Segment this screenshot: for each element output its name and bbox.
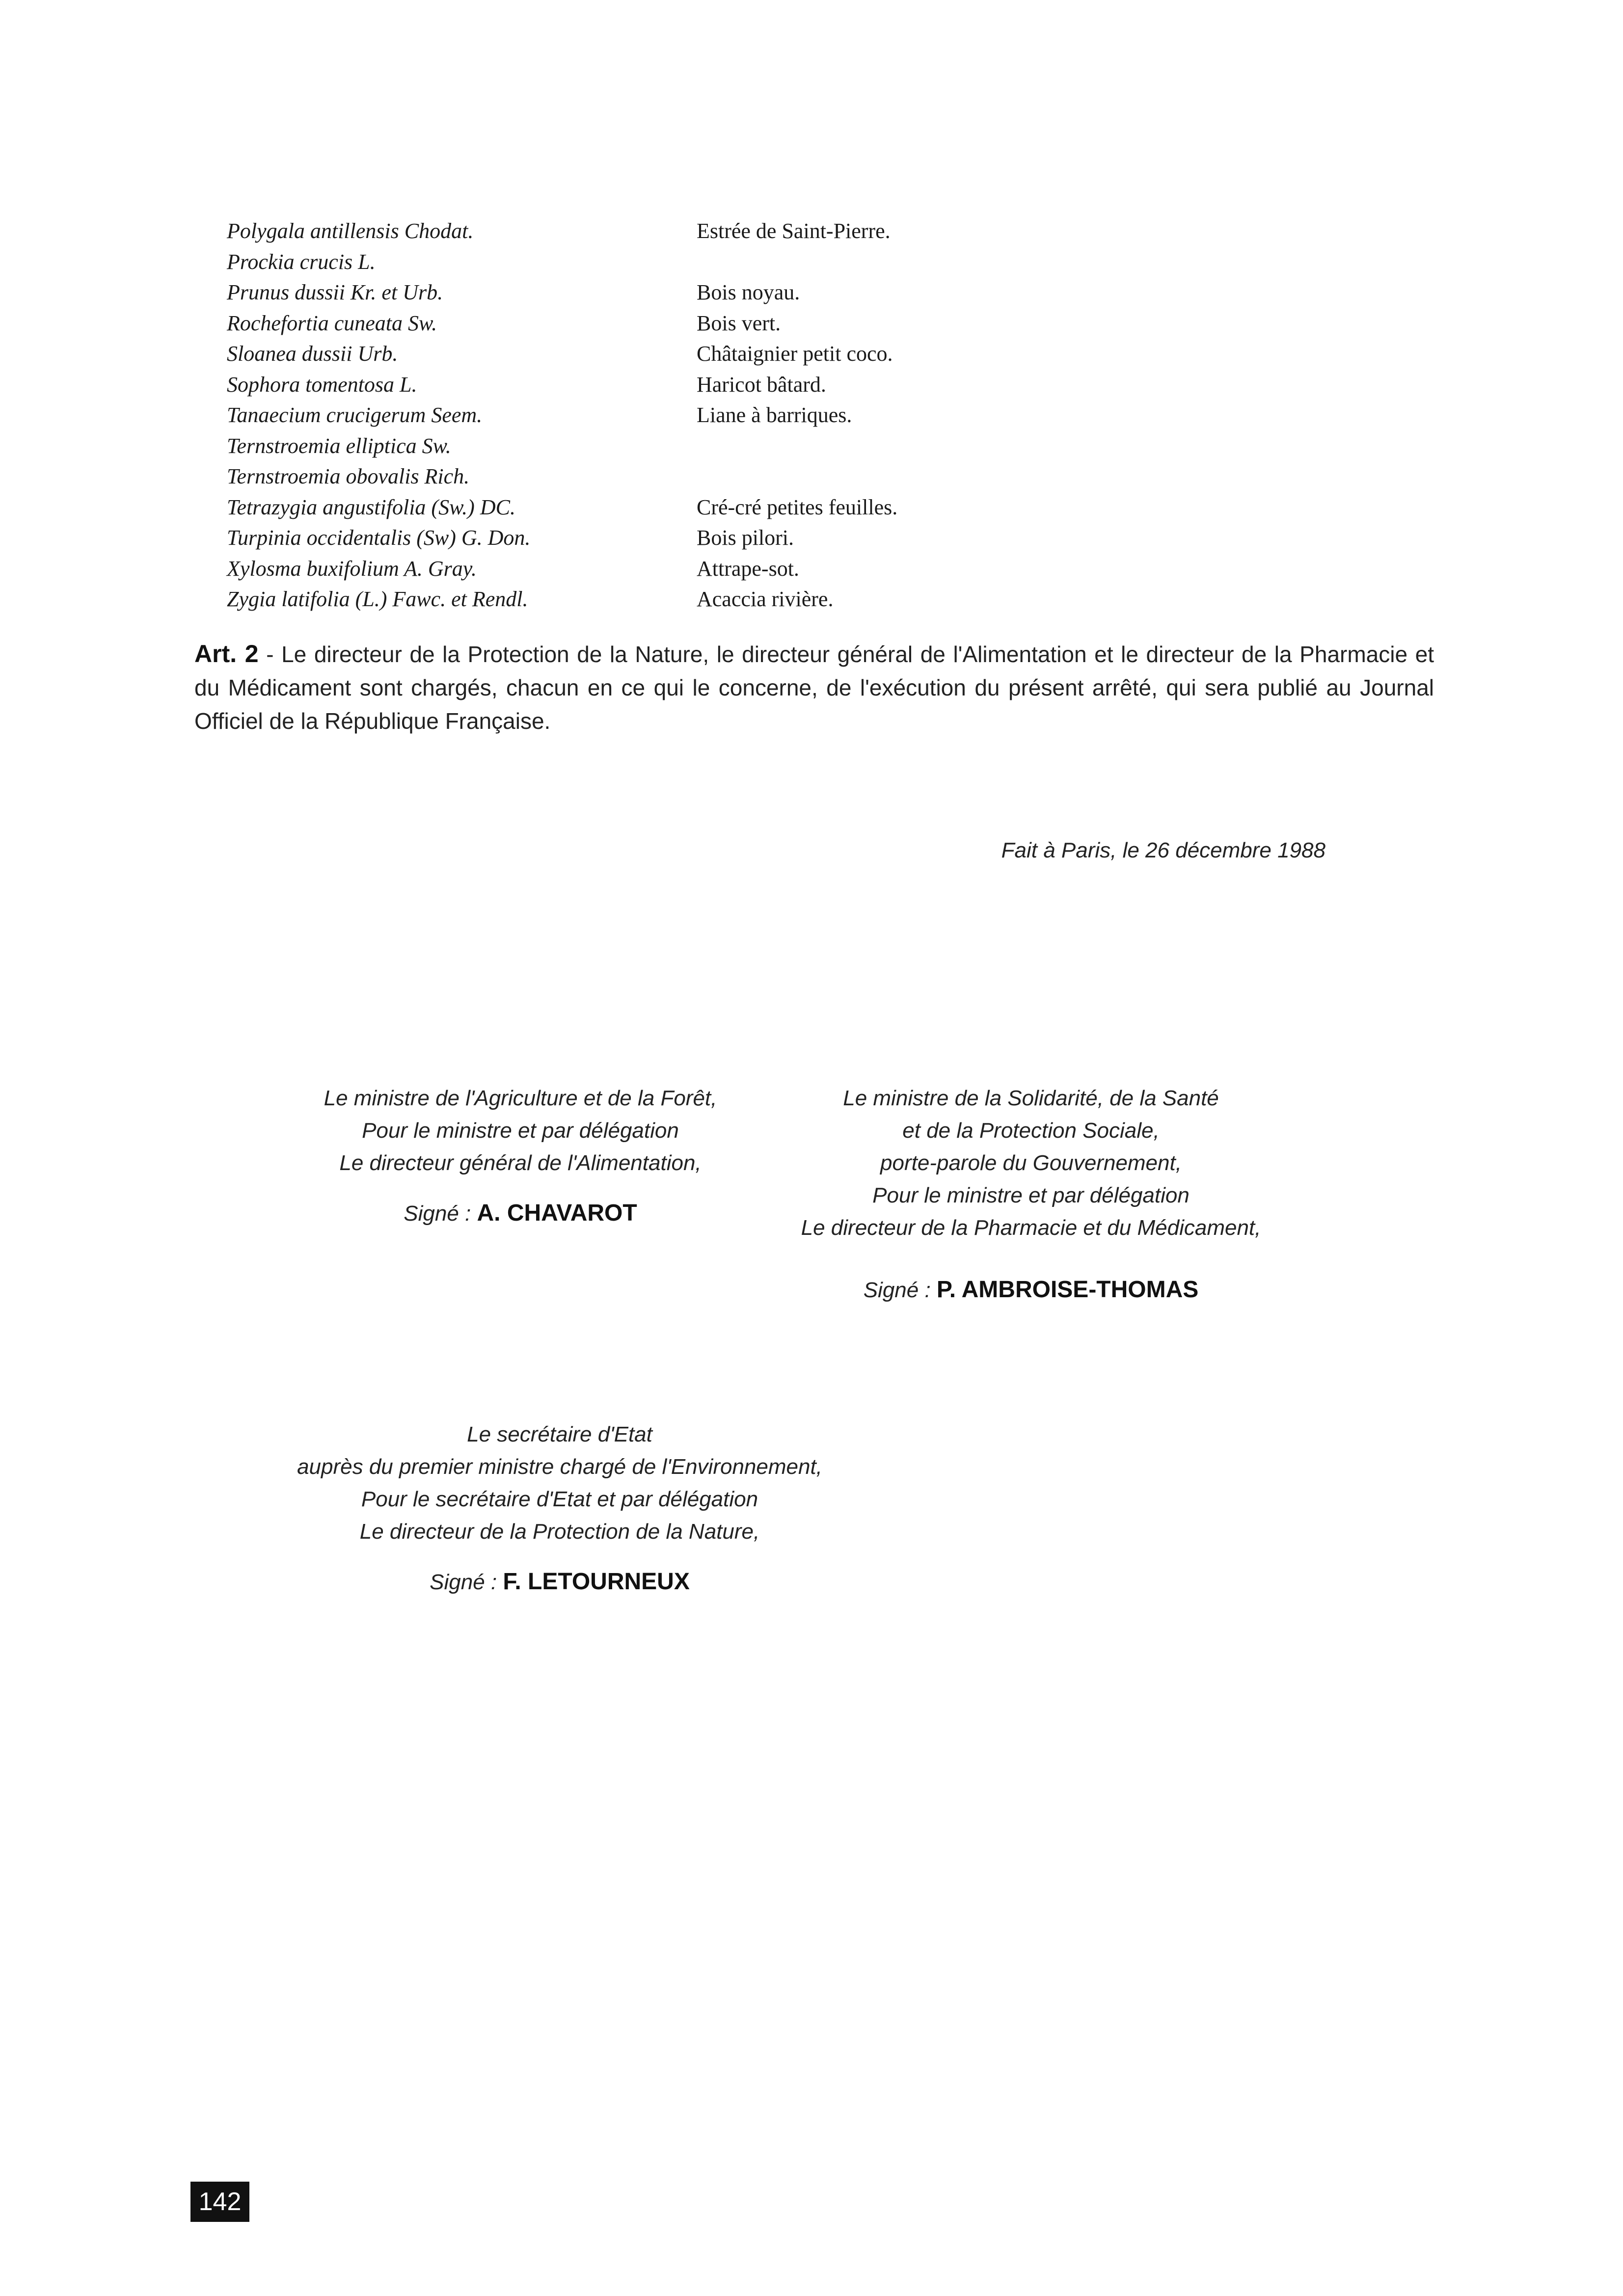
- species-table: [227, 216, 1012, 615]
- signer-name: F. LETOURNEUX: [503, 1569, 690, 1595]
- signature-line: Le ministre de l'Agriculture et de la Forêt,: [324, 1086, 717, 1110]
- latin-name: Polygala antillensis Chodat.: [227, 219, 474, 243]
- place-date: Fait à Paris, le 26 décembre 1988: [1001, 838, 1325, 862]
- signed-line: [275, 1197, 766, 1230]
- species-row: [227, 216, 1012, 247]
- signature-block-agriculture: [275, 1082, 766, 1230]
- article-label: Art. 2: [194, 640, 259, 667]
- signed-line: [265, 1566, 854, 1599]
- latin-name: Prockia crucis L.: [227, 249, 376, 274]
- signer-name: A. CHAVAROT: [477, 1200, 637, 1226]
- signature-line: Pour le ministre et par délégation: [362, 1119, 679, 1143]
- species-row: [227, 431, 1012, 462]
- common-name: Estrée de Saint-Pierre.: [697, 219, 891, 243]
- common-name: Bois vert.: [697, 311, 781, 335]
- common-name: [697, 431, 1012, 462]
- signature-block-solidarite: [785, 1082, 1276, 1307]
- signed-label: Signé :: [430, 1570, 503, 1594]
- species-row: [227, 339, 1012, 370]
- latin-name: Rochefortia cuneata Sw.: [227, 311, 437, 335]
- common-name: Acaccia rivière.: [697, 587, 834, 611]
- article-2-paragraph: [194, 637, 1434, 738]
- signature-line: auprès du premier ministre chargé de l'Environnement,: [297, 1455, 822, 1479]
- signature-line: Le directeur de la Protection de la Nature,: [359, 1520, 760, 1544]
- page-number: 142: [190, 2182, 249, 2222]
- common-name: [697, 461, 1012, 492]
- latin-name: Tetrazygia angustifolia (Sw.) DC.: [227, 495, 515, 519]
- species-row: [227, 247, 1012, 278]
- signed-label: Signé :: [404, 1201, 477, 1226]
- signature-line: Pour le secrétaire d'Etat et par délégation: [361, 1487, 758, 1511]
- species-row: [227, 400, 1012, 431]
- signature-block-environnement: [265, 1418, 854, 1599]
- article-text: - Le directeur de la Protection de la Nature, le directeur général de l'Alimentation et le directeur de la Pharmacie et du Médicament sont chargés, chacun en ce qui le concerne, de l'exécution du présent arrêté, qui sera publié au Journal Officiel de la République Française.: [194, 641, 1434, 734]
- species-row: [227, 523, 1012, 554]
- latin-name: Ternstroemia elliptica Sw.: [227, 433, 451, 458]
- signature-line: Le directeur de la Pharmacie et du Médicament,: [801, 1216, 1261, 1240]
- species-row: [227, 584, 1012, 615]
- latin-name: Sophora tomentosa L.: [227, 372, 417, 397]
- signature-line: porte-parole du Gouvernement,: [880, 1151, 1182, 1175]
- latin-name: Sloanea dussii Urb.: [227, 342, 398, 366]
- latin-name: Prunus dussii Kr. et Urb.: [227, 280, 443, 304]
- signature-line: et de la Protection Sociale,: [902, 1119, 1160, 1143]
- species-row: [227, 308, 1012, 339]
- latin-name: Tanaecium crucigerum Seem.: [227, 403, 483, 427]
- latin-name: Ternstroemia obovalis Rich.: [227, 464, 470, 488]
- species-row: [227, 277, 1012, 308]
- species-row: [227, 492, 1012, 523]
- common-name: Bois noyau.: [697, 280, 800, 304]
- signature-line: Pour le ministre et par délégation: [872, 1183, 1190, 1207]
- latin-name: Turpinia occidentalis (Sw) G. Don.: [227, 526, 531, 550]
- signature-line: Le ministre de la Solidarité, de la Santé: [843, 1086, 1219, 1110]
- species-row: [227, 461, 1012, 492]
- latin-name: Zygia latifolia (L.) Fawc. et Rendl.: [227, 587, 528, 611]
- common-name: Châtaignier petit coco.: [697, 342, 893, 366]
- species-row: [227, 554, 1012, 585]
- signer-name: P. AMBROISE-THOMAS: [936, 1277, 1199, 1303]
- signed-line: [785, 1274, 1276, 1307]
- signed-label: Signé :: [863, 1278, 937, 1302]
- common-name: Attrape-sot.: [697, 556, 799, 581]
- species-row: [227, 370, 1012, 400]
- common-name: Cré-cré petites feuilles.: [697, 495, 898, 519]
- common-name: Bois pilori.: [697, 526, 794, 550]
- latin-name: Xylosma buxifolium A. Gray.: [227, 556, 477, 581]
- common-name: Liane à barriques.: [697, 403, 852, 427]
- signature-line: Le secrétaire d'Etat: [467, 1422, 652, 1446]
- common-name: Haricot bâtard.: [697, 372, 826, 397]
- signature-line: Le directeur général de l'Alimentation,: [339, 1151, 702, 1175]
- common-name: [697, 247, 1012, 278]
